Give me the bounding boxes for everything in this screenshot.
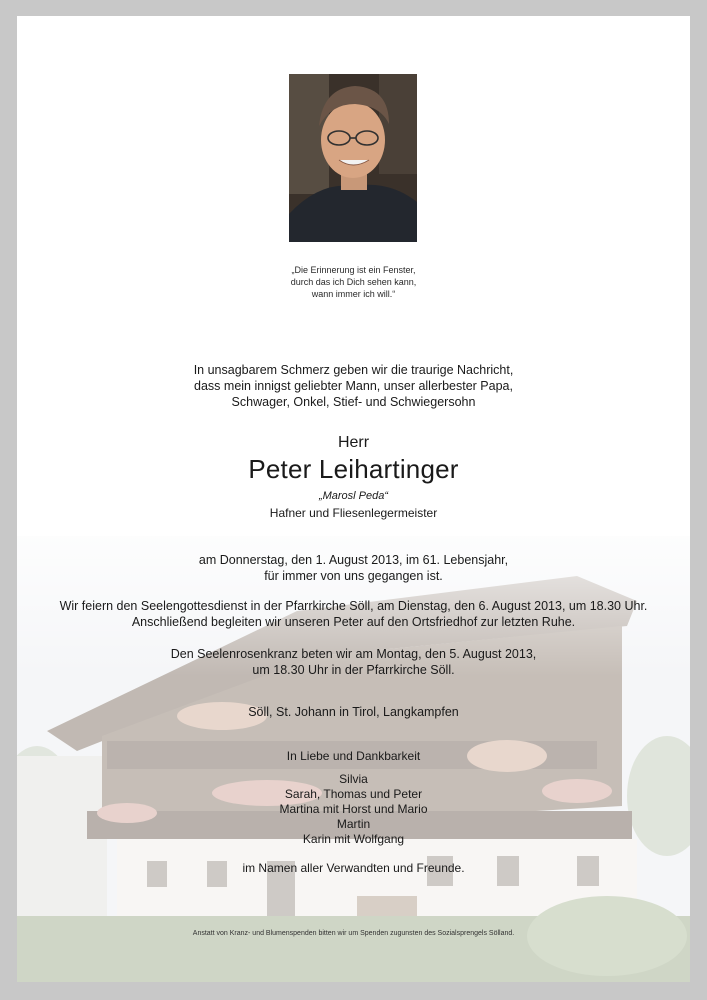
salutation: Herr <box>337 434 370 451</box>
announcement-line: In unsagbarem Schmerz geben wir die traurige Nachricht, <box>193 363 514 377</box>
quote-line: durch das ich Dich sehen kann, <box>290 277 417 287</box>
family-closing: im Namen aller Verwandten und Freunde. <box>242 861 465 875</box>
announcement-line: dass mein innigst geliebter Mann, unser allerbester Papa, <box>194 379 513 393</box>
family-member: Martin <box>336 817 371 831</box>
family-member: Martina mit Horst und Mario <box>279 802 428 816</box>
announcement-block <box>17 362 690 410</box>
quote-line: wann immer ich will.“ <box>311 289 396 299</box>
rosary-line: um 18.30 Uhr in der Pfarrkirche Söll. <box>252 663 455 677</box>
family-members-list <box>17 772 690 847</box>
quote-block <box>17 264 690 300</box>
deceased-name: Peter Leihartinger <box>248 454 459 484</box>
family-member: Karin mit Wolfgang <box>302 832 405 846</box>
announcement-line: Schwager, Onkel, Stief- und Schwiegersohn <box>231 395 476 409</box>
quote-line: „Die Erinnerung ist ein Fenster, <box>291 265 416 275</box>
death-date-line: am Donnerstag, den 1. August 2013, im 61. Lebensjahr, <box>198 553 509 567</box>
rosary-line: Den Seelenrosenkranz beten wir am Montag, den 5. August 2013, <box>170 647 537 661</box>
family-member: Silvia <box>339 772 368 786</box>
places-line: Söll, St. Johann in Tirol, Langkampfen <box>248 705 459 719</box>
funeral-service-block <box>17 598 690 630</box>
deceased-nickname: „Marosl Peda“ <box>318 490 389 502</box>
rosary-block <box>17 646 690 678</box>
donation-note: Anstatt von Kranz- und Blumenspenden bitten wir um Spenden zugunsten des Sozialsprengels Sölland. <box>192 930 515 937</box>
funeral-service-line: Anschließend begleiten wir unseren Peter auf den Ortsfriedhof zur letzten Ruhe. <box>131 615 576 629</box>
family-member: Sarah, Thomas und Peter <box>284 787 423 801</box>
death-date-line: für immer von uns gegangen ist. <box>264 569 443 583</box>
deceased-profession: Hafner und Fliesenlegermeister <box>269 506 438 520</box>
portrait-photo <box>289 74 417 242</box>
family-intro: In Liebe und Dankbarkeit <box>286 749 421 763</box>
death-date-block <box>17 552 690 584</box>
funeral-service-line: Wir feiern den Seelengottesdienst in der Pfarrkirche Söll, am Dienstag, den 6. August 2013, um 18.30 Uhr. <box>59 599 648 613</box>
obituary-card <box>17 16 690 982</box>
